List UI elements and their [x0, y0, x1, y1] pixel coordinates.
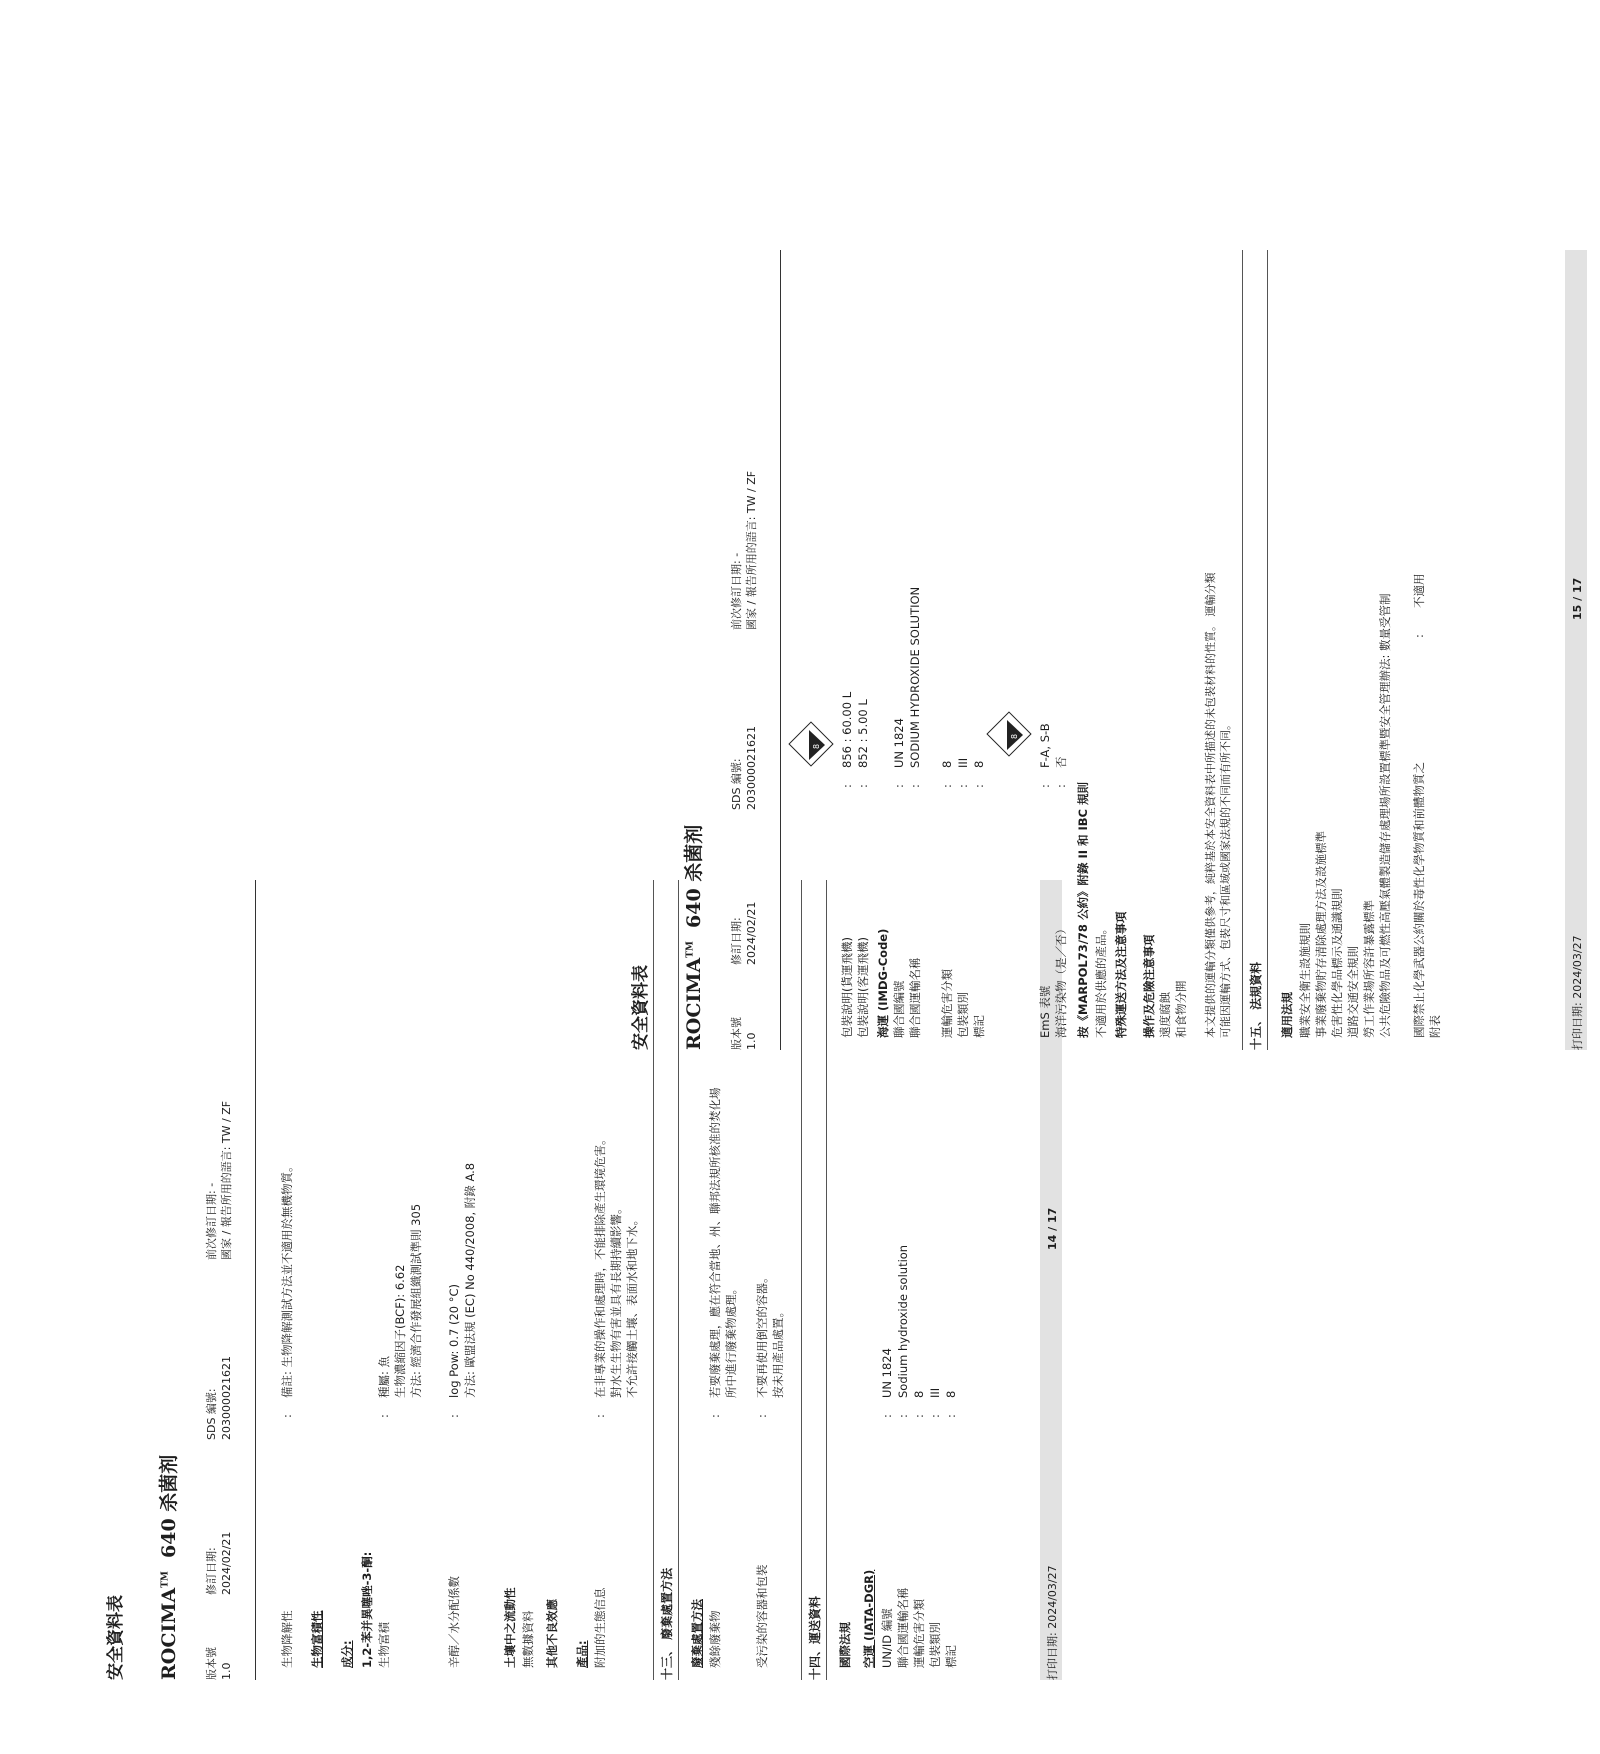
transport-note-line-2: 可能因運輸方式、包裝尺寸和區域或國家法規的不同而有所不同。 [1218, 719, 1232, 1038]
revision-date: 2024/02/21 [219, 1531, 233, 1595]
sds-number-value: 203000021621 [744, 726, 758, 810]
sds-number-block [730, 726, 760, 810]
colon: : [972, 784, 986, 788]
soil-mobility-value: 無數據資料 [521, 1610, 535, 1668]
colon: : [1054, 784, 1068, 788]
marine-pollutant-value: 否 [1054, 756, 1068, 768]
print-date: 打印日期: 2024/03/27 [1571, 935, 1584, 1050]
country-language: 國家 / 報告所用的語言: TW / ZF [219, 1100, 233, 1260]
regulation-item: 道路交通安全規則 [1346, 946, 1360, 1038]
colon: : [593, 1414, 607, 1418]
section-divider [1242, 250, 1243, 1050]
chemical-weapons-label-2: 附表 [1428, 1015, 1442, 1038]
chemical-weapons-value: 不適用 [1412, 573, 1426, 608]
product-heading: 產品: [575, 1640, 589, 1668]
ems-value: F-A, S-B [1038, 723, 1052, 768]
component-heading: 成分: [340, 1640, 354, 1668]
product-rest: 640 杀菌剂 [683, 824, 705, 928]
sds-number-block [205, 1356, 235, 1440]
marpol-value: 不適用於供應的產品。 [1094, 923, 1108, 1038]
hazard-class-value: 8 [940, 760, 954, 768]
sds-number-label: SDS 編號: [205, 1388, 218, 1440]
labels-label: 標記 [972, 1015, 986, 1038]
revision-label: 修訂日期: [205, 1547, 218, 1595]
hazard-class-value: 8 [912, 1390, 926, 1398]
footer-bar [1565, 250, 1587, 1050]
colon: : [447, 1414, 461, 1418]
handling-line-2: 和食物分開 [1174, 980, 1188, 1038]
applicable-regulations-heading: 適用法規 [1280, 992, 1294, 1038]
air-transport-heading: 空運 (IATA-DGR) [862, 1569, 876, 1668]
shipping-name-value: Sodium hydroxide solution [896, 1244, 910, 1398]
sds-page-15 [600, 250, 1600, 1050]
version-value: 1.0 [219, 1662, 233, 1680]
print-date: 打印日期: 2024/03/27 [1046, 1565, 1059, 1680]
colon: : [880, 1414, 894, 1418]
regulation-item: 事業廢棄物貯存清除處理方法及設施標準 [1314, 831, 1328, 1038]
sds-number-value: 203000021621 [219, 1356, 233, 1440]
colon: : [840, 784, 854, 788]
shipping-name-value: SODIUM HYDROXIDE SOLUTION [908, 586, 922, 768]
marpol-heading: 按《MARPOL73/78 公約》附錄 II 和 IBC 規則 [1076, 782, 1090, 1038]
colon: : [1038, 784, 1052, 788]
revision-date: 2024/02/21 [744, 901, 758, 965]
colon: : [928, 1414, 942, 1418]
hazard-class-label: 運輸危害分類 [940, 969, 954, 1038]
product-name [682, 825, 708, 1050]
handling-line-1: 遠度腐蝕 [1158, 992, 1172, 1038]
packing-group-label: 包裝類別 [928, 1622, 942, 1668]
revision-label: 修訂日期: [730, 917, 743, 965]
corrosive-pictogram-icon: 8 [988, 715, 1028, 755]
shipping-name-label: 聯合國運輸名稱 [896, 1587, 910, 1668]
ecological-info-line-2: 對水生生物有害並具有長期持續影響。 [609, 1202, 623, 1398]
international-regulations-heading: 國際法規 [838, 1622, 852, 1668]
version-block [205, 1647, 235, 1680]
un-number-label: UN/ID 編號 [880, 1608, 894, 1668]
labels-value: 8 [944, 1390, 958, 1398]
residue-label: 殘餘廢棄物 [708, 1610, 722, 1668]
version-label: 版本號 [730, 1017, 743, 1050]
colon: : [912, 1414, 926, 1418]
ems-label: EmS 表號 [1038, 985, 1052, 1038]
special-precautions-heading: 特殊運送方法及注意事項 [1114, 911, 1128, 1038]
bioaccumulation-label: 生物富積 [377, 1622, 391, 1668]
version-label: 版本號 [205, 1647, 218, 1680]
trademark-mark: TM [685, 941, 696, 958]
transport-note-line-1: 本文提供的運輸分類僅供參考，純粹基於本安全資料表中所描述的未包裝材料的性質。 運輸分類 [1204, 572, 1217, 1038]
passenger-packing-label: 包裝說明(客運飛機) [856, 937, 870, 1038]
header-divider [255, 880, 256, 1680]
previous-revision: 前次修訂日期: - [730, 552, 743, 630]
packing-group-value: III [956, 757, 970, 768]
hazard-class-label: 運輸危害分類 [912, 1599, 926, 1668]
component-name: 1,2-苯并異噻唑-3-酮: [360, 1551, 374, 1668]
transport-note [1204, 258, 1234, 1038]
marine-pollutant-label: 海洋污染物（是／否） [1054, 923, 1068, 1038]
previous-revision: 前次修訂日期: - [205, 1182, 218, 1260]
section-15-title: 十五、 法規資料 [1249, 961, 1263, 1050]
shipping-name-label: 聯合國運輸名稱 [908, 957, 922, 1038]
version-block [730, 1017, 760, 1050]
section-divider [1267, 250, 1268, 1050]
colon: : [896, 1414, 910, 1418]
header-divider [780, 250, 781, 1050]
section-13-title: 十三、 廢棄處置方法 [660, 1567, 674, 1680]
residue-line-1: 若要廢棄處理，應在符合當地、州、聯邦法規所核准的焚化場 [708, 1087, 722, 1398]
page-number: 14 / 17 [1046, 1207, 1059, 1250]
trademark-mark: TM [160, 1571, 171, 1588]
soil-mobility-heading: 土壤中之流動性 [503, 1587, 517, 1668]
bcf-method: 方法: 經濟合作發展組織測試準則 305 [409, 1203, 423, 1398]
packaging-label: 受污染的容器和包裝 [755, 1564, 769, 1668]
packing-group-label: 包裝類別 [956, 992, 970, 1038]
product-brand: ROCIMA [683, 957, 705, 1050]
chemical-weapons-label: 國際禁止化學武器公約關於毒性化學物質和前體物質之 [1412, 762, 1426, 1038]
bioaccumulation-heading: 生物富積性 [310, 1610, 324, 1668]
un-number-label: 聯合國編號 [892, 980, 906, 1038]
previous-revision-block [730, 471, 760, 630]
document-kind: 安全資料表 [106, 1595, 126, 1680]
colon: : [892, 784, 906, 788]
labels-value: 8 [972, 760, 986, 768]
product-rest: 640 杀菌剂 [158, 1454, 180, 1558]
species-value: 種屬: 魚 [377, 1355, 391, 1398]
partition-coefficient-label: 辛醇／水分配係數 [447, 1576, 461, 1668]
cargo-packing-value: 856 : 60.00 L [840, 691, 854, 768]
colon: : [944, 1414, 958, 1418]
colon: : [908, 784, 922, 788]
previous-revision-block [205, 1101, 235, 1260]
un-number-value: UN 1824 [892, 718, 906, 768]
colon: : [956, 784, 970, 788]
ecological-info-label: 附加的生態信息 [593, 1587, 607, 1668]
sea-transport-heading: 海運 (IMDG-Code) [876, 928, 890, 1038]
log-pow-method: 方法: 歐盟法規 (EC) No 440/2008, 附錄 A.8 [463, 1162, 477, 1398]
colon: : [856, 784, 870, 788]
un-number-value: UN 1824 [880, 1348, 894, 1398]
colon: : [755, 1414, 769, 1418]
colon: : [940, 784, 954, 788]
ecological-info-line-1: 在非專業的操作和處理時，不能排除產生環境危害。 [593, 1133, 607, 1398]
document-kind: 安全資料表 [631, 965, 651, 1050]
residue-line-2: 所中進行廢棄物處理。 [724, 1283, 738, 1398]
handling-heading: 操作及危險注意事項 [1142, 934, 1156, 1038]
colon: : [1412, 634, 1426, 638]
cargo-packing-label: 包裝說明(貨運飛機) [840, 937, 854, 1038]
regulation-item: 職業安全衛生設施規則 [1298, 923, 1312, 1038]
corrosive-pictogram-icon: 8 [790, 725, 830, 765]
colon: : [280, 1414, 294, 1418]
packaging-line-1: 不要再使用倒空的容器。 [755, 1271, 769, 1398]
section-14-title: 十四、運送資料 [808, 1595, 822, 1680]
passenger-packing-value: 852 : 5.00 L [856, 699, 870, 768]
regulation-item: 危害性化學品標示及通識規則 [1330, 888, 1344, 1038]
revision-block [205, 1532, 235, 1595]
colon: : [708, 1414, 722, 1418]
product-brand: ROCIMA [158, 1587, 180, 1680]
bcf-value: 生物濃縮因子(BCF): 6.62 [393, 1264, 407, 1398]
biodegradability-label: 生物降解性 [280, 1610, 294, 1668]
colon: : [377, 1414, 391, 1418]
waste-disposal-heading: 廢棄處置方法 [690, 1599, 704, 1668]
ecological-info-line-3: 不允許接觸土壤、表面水和地下水。 [625, 1214, 639, 1398]
product-name [157, 1455, 183, 1680]
regulation-item: 勞工作業場所容許暴露標準 [1362, 900, 1376, 1038]
country-language: 國家 / 報告所用的語言: TW / ZF [744, 470, 758, 630]
page-number: 15 / 17 [1571, 577, 1584, 620]
packaging-line-2: 按未用產品處置。 [771, 1306, 785, 1398]
revision-block [730, 902, 760, 965]
other-effects-heading: 其他不良效應 [545, 1599, 559, 1668]
version-value: 1.0 [744, 1032, 758, 1050]
packing-group-value: III [928, 1387, 942, 1398]
sds-number-label: SDS 編號: [730, 758, 743, 810]
labels-label: 標記 [944, 1645, 958, 1668]
log-pow-value: log Pow: 0.7 (20 °C) [447, 1283, 461, 1398]
biodegradability-value: 備註: 生物降解測試方法並不適用於無機物質。 [280, 1160, 294, 1398]
regulation-item: 公共危險物品及可燃性高壓氣體製造儲存處理場所設置標準暨安全管理辦法: 數量受管制 [1378, 593, 1392, 1038]
